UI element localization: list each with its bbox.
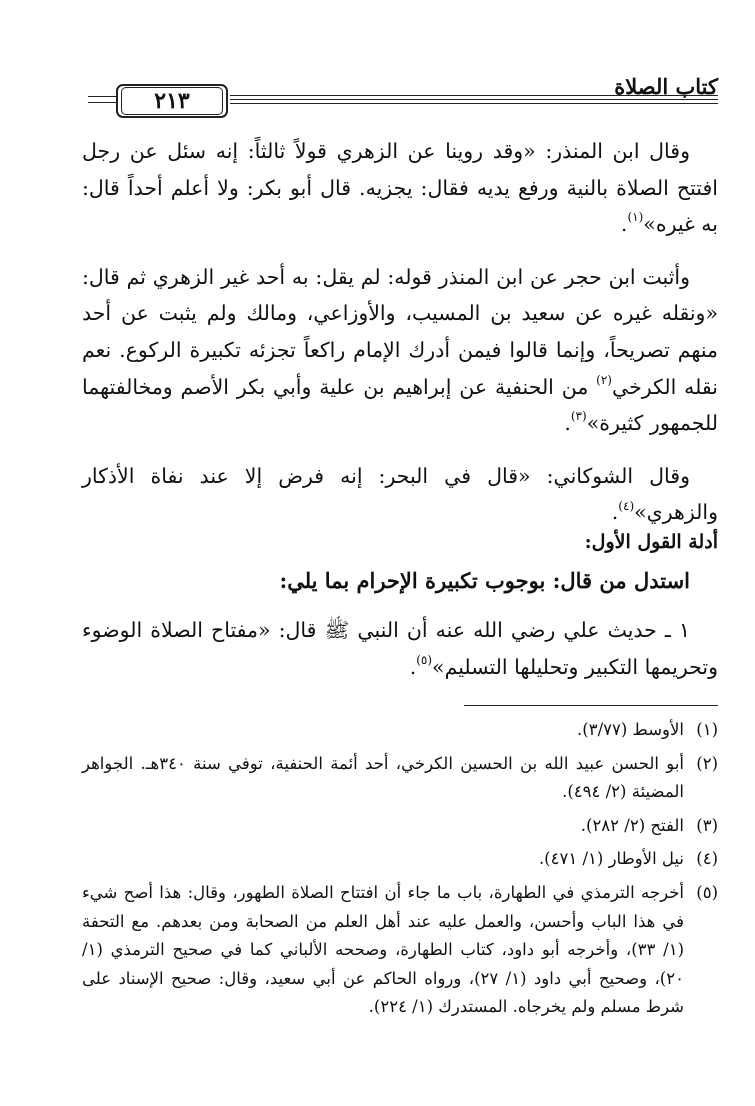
section-heading: أدلة القول الأول:: [584, 531, 718, 553]
main-text: [82, 612, 718, 685]
footnote-ref: (٢): [596, 372, 612, 387]
footnote-number: (١): [696, 720, 718, 739]
footnote-text: الفتح (٢/ ٢٨٢).: [580, 815, 684, 835]
footnote-text: الأوسط (٣/٧٧).: [577, 720, 684, 739]
footnote: [82, 879, 718, 1022]
subsection-heading: استدل من قال: بوجوب تكبيرة الإحرام بما يلي:: [279, 568, 690, 593]
paragraph: وأثبت ابن حجر عن ابن المنذر قوله: لم يقل: به أحد غير الزهري ثم قال: «ونقله غيره عن سعيد بن المسيب، والأوزاعي، ومالك ولم يثبت عن أحد منهم تصريحاً، وإنما قالوا فيمن أدرك الإمام راكعاً تجزئه تكبيرة الركوع. نعم نقله الكرخي$^{(٢)}$ من الحنفية عن إبراهيم بن علية وأبي بكر الأصم ومخالفتهما للجمهور كثيرة»$^{(٣)}$.: [82, 264, 719, 436]
footnote-text: أخرجه الترمذي في الطهارة، باب ما جاء أن افتتاح الصلاة الطهور، وقال: هذا أصح شيء في هذا الباب وأحسن، والعمل عليه عند أهل العلم من الصحابة ومن بعدهم. مع التحفة (١/ ٣٣)، وأخرجه أبو داود، كتاب الطهارة، وصححه الألباني كما في صحيح الترمذي (١/ ٢٠)، وصحيح أبي داود (١/ ٢٧)، ورواه الحاكم عن أبي سعيد، وقال: صحيح الإسناد على شرط مسلم ولم يخرجاه. المستدرك (١/ ٢٢٤).: [82, 882, 684, 1017]
footnote: [82, 716, 718, 745]
footnote-ref: (١): [627, 210, 644, 225]
footnote-ref: (٤): [618, 498, 635, 513]
footnote: [82, 845, 718, 874]
running-header: [78, 68, 718, 122]
paragraph: وقال ابن المنذر: «وقد روينا عن الزهري قولاً ثالثاً: إنه سئل عن رجل افتتح الصلاة بالنية ورفع يديه فقال: يجزيه. قال أبو بكر: ولا أعلم أحداً قال: به غيره»$^{(١)}$.: [82, 139, 718, 237]
footnote-number: (٥): [696, 882, 718, 902]
footnote-text: أبو الحسن عبيد الله بن الحسين الكرخي، أحد أئمة الحنفية، توفي سنة ٣٤٠هـ. الجواهر المضيئة (٢/ ٤٩٤).: [82, 753, 685, 802]
footnote-number: (٣): [696, 815, 718, 835]
main-text: [82, 133, 718, 531]
header-rule: [88, 102, 116, 103]
chapter-title: كتاب الصلاة: [614, 74, 718, 99]
footnote-ref: (٣): [570, 409, 587, 424]
header-rule: [230, 99, 718, 100]
header-rule: [230, 95, 718, 96]
footnote-separator: [464, 705, 718, 706]
page-number-box: [116, 84, 228, 118]
footnote: [82, 812, 718, 841]
footnote-number: (٤): [696, 849, 718, 869]
header-rule: [230, 103, 718, 104]
paragraph: وقال الشوكاني: «قال في البحر: إنه فرض إلا عند نفاة الأذكار والزهري»$^{(٤)}$.: [82, 463, 718, 525]
footnote-ref: (٥): [416, 652, 433, 667]
page-number: ٢١٣: [154, 88, 190, 114]
footnote-number: (٢): [696, 753, 718, 773]
footnote: [82, 750, 718, 807]
paragraph: ١ ـ حديث علي رضي الله عنه أن النبي ﷺ قال: «مفتاح الصلاة الوضوء وتحريمها التكبير وتحليلها التسليم»$^{(٥)}$.: [82, 618, 718, 679]
footnotes: [82, 716, 718, 1027]
header-rule: [88, 96, 116, 97]
footnote-text: نيل الأوطار (١/ ٤٧١).: [538, 849, 684, 869]
